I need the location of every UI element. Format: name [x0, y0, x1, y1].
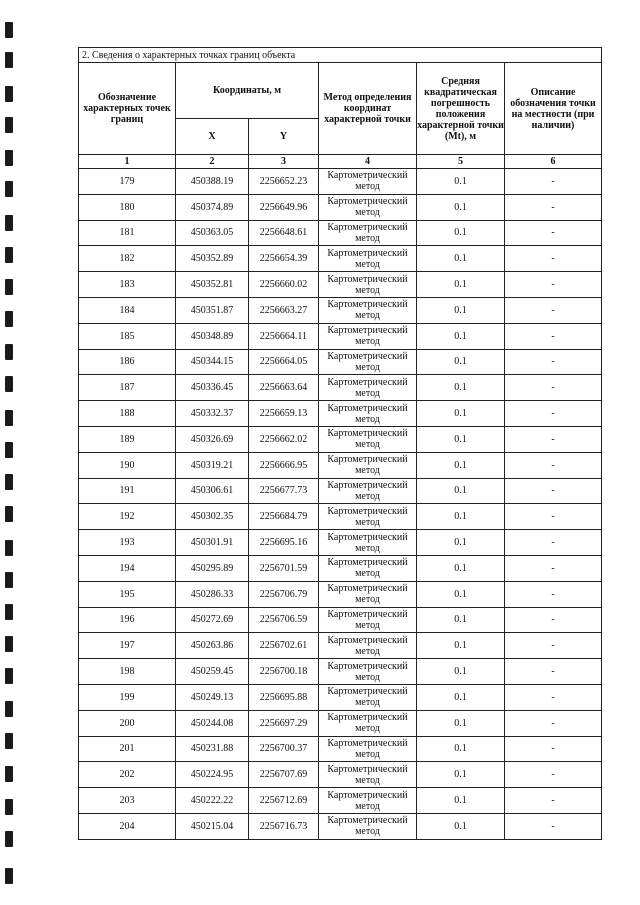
y-coordinate-cell: 2256652.23	[249, 169, 319, 195]
error-cell: 0.1	[417, 530, 505, 556]
error-cell: 0.1	[417, 607, 505, 633]
x-coordinate-cell: 450332.37	[176, 401, 249, 427]
point-id-cell: 195	[79, 581, 176, 607]
binding-hole	[5, 540, 13, 556]
error-cell: 0.1	[417, 220, 505, 246]
column-number: 3	[249, 155, 319, 169]
method-cell: Картометрический метод	[319, 736, 417, 762]
table-row	[79, 684, 602, 710]
error-cell: 0.1	[417, 581, 505, 607]
method-cell: Картометрический метод	[319, 194, 417, 220]
header-error: Средняя квадратическая погрешность положения характерной точки (Mt), м	[417, 63, 505, 155]
error-cell: 0.1	[417, 426, 505, 452]
binding-holes	[0, 0, 20, 905]
error-cell: 0.1	[417, 710, 505, 736]
binding-hole	[5, 799, 13, 815]
point-id-cell: 199	[79, 684, 176, 710]
description-cell: -	[505, 710, 602, 736]
x-coordinate-cell: 450348.89	[176, 323, 249, 349]
error-cell: 0.1	[417, 478, 505, 504]
column-number: 1	[79, 155, 176, 169]
binding-hole	[5, 636, 13, 652]
description-cell: -	[505, 349, 602, 375]
x-coordinate-cell: 450388.19	[176, 169, 249, 195]
x-coordinate-cell: 450295.89	[176, 555, 249, 581]
x-coordinate-cell: 450259.45	[176, 659, 249, 685]
description-cell: -	[505, 762, 602, 788]
method-cell: Картометрический метод	[319, 297, 417, 323]
description-cell: -	[505, 504, 602, 530]
description-cell: -	[505, 813, 602, 839]
table-row	[79, 555, 602, 581]
description-cell: -	[505, 607, 602, 633]
point-id-cell: 204	[79, 813, 176, 839]
column-numbers-row	[79, 155, 602, 169]
y-coordinate-cell: 2256700.18	[249, 659, 319, 685]
y-coordinate-cell: 2256706.79	[249, 581, 319, 607]
boundary-points-table	[78, 47, 602, 840]
method-cell: Картометрический метод	[319, 478, 417, 504]
method-cell: Картометрический метод	[319, 813, 417, 839]
point-id-cell: 189	[79, 426, 176, 452]
table-row	[79, 401, 602, 427]
binding-hole	[5, 733, 13, 749]
table-row	[79, 349, 602, 375]
x-coordinate-cell: 450344.15	[176, 349, 249, 375]
y-coordinate-cell: 2256660.02	[249, 272, 319, 298]
x-coordinate-cell: 450244.08	[176, 710, 249, 736]
table-row	[79, 478, 602, 504]
binding-hole	[5, 117, 13, 133]
table-row	[79, 736, 602, 762]
error-cell: 0.1	[417, 684, 505, 710]
error-cell: 0.1	[417, 633, 505, 659]
method-cell: Картометрический метод	[319, 349, 417, 375]
point-id-cell: 203	[79, 788, 176, 814]
error-cell: 0.1	[417, 323, 505, 349]
point-id-cell: 193	[79, 530, 176, 556]
header-y: Y	[249, 119, 319, 155]
point-id-cell: 181	[79, 220, 176, 246]
binding-hole	[5, 410, 13, 426]
y-coordinate-cell: 2256700.37	[249, 736, 319, 762]
method-cell: Картометрический метод	[319, 581, 417, 607]
binding-hole	[5, 831, 13, 847]
method-cell: Картометрический метод	[319, 710, 417, 736]
table-row	[79, 581, 602, 607]
x-coordinate-cell: 450326.69	[176, 426, 249, 452]
point-id-cell: 194	[79, 555, 176, 581]
x-coordinate-cell: 450319.21	[176, 452, 249, 478]
point-id-cell: 191	[79, 478, 176, 504]
table-row	[79, 710, 602, 736]
y-coordinate-cell: 2256654.39	[249, 246, 319, 272]
header-method: Метод определения координат характерной точки	[319, 63, 417, 155]
description-cell: -	[505, 375, 602, 401]
description-cell: -	[505, 555, 602, 581]
error-cell: 0.1	[417, 297, 505, 323]
error-cell: 0.1	[417, 659, 505, 685]
table-row	[79, 220, 602, 246]
x-coordinate-cell: 450272.69	[176, 607, 249, 633]
column-number: 2	[176, 155, 249, 169]
x-coordinate-cell: 450222.22	[176, 788, 249, 814]
error-cell: 0.1	[417, 762, 505, 788]
x-coordinate-cell: 450336.45	[176, 375, 249, 401]
point-id-cell: 200	[79, 710, 176, 736]
binding-hole	[5, 766, 13, 782]
error-cell: 0.1	[417, 272, 505, 298]
y-coordinate-cell: 2256663.64	[249, 375, 319, 401]
point-id-cell: 184	[79, 297, 176, 323]
method-cell: Картометрический метод	[319, 504, 417, 530]
y-coordinate-cell: 2256707.69	[249, 762, 319, 788]
point-id-cell: 190	[79, 452, 176, 478]
point-id-cell: 183	[79, 272, 176, 298]
x-coordinate-cell: 450363.05	[176, 220, 249, 246]
binding-hole	[5, 506, 13, 522]
y-coordinate-cell: 2256663.27	[249, 297, 319, 323]
table-row	[79, 169, 602, 195]
point-id-cell: 202	[79, 762, 176, 788]
error-cell: 0.1	[417, 375, 505, 401]
method-cell: Картометрический метод	[319, 607, 417, 633]
column-number: 4	[319, 155, 417, 169]
binding-hole	[5, 52, 13, 68]
point-id-cell: 182	[79, 246, 176, 272]
x-coordinate-cell: 450249.13	[176, 684, 249, 710]
table-row	[79, 246, 602, 272]
x-coordinate-cell: 450231.88	[176, 736, 249, 762]
error-cell: 0.1	[417, 788, 505, 814]
error-cell: 0.1	[417, 452, 505, 478]
point-id-cell: 192	[79, 504, 176, 530]
column-number: 6	[505, 155, 602, 169]
method-cell: Картометрический метод	[319, 375, 417, 401]
binding-hole	[5, 150, 13, 166]
x-coordinate-cell: 450352.89	[176, 246, 249, 272]
x-coordinate-cell: 450352.81	[176, 272, 249, 298]
y-coordinate-cell: 2256695.88	[249, 684, 319, 710]
table-row	[79, 504, 602, 530]
error-cell: 0.1	[417, 246, 505, 272]
y-coordinate-cell: 2256664.05	[249, 349, 319, 375]
method-cell: Картометрический метод	[319, 272, 417, 298]
table-row	[79, 530, 602, 556]
y-coordinate-cell: 2256712.69	[249, 788, 319, 814]
point-id-cell: 186	[79, 349, 176, 375]
table-caption: 2. Сведения о характерных точках границ объекта	[79, 48, 602, 63]
description-cell: -	[505, 633, 602, 659]
x-coordinate-cell: 450224.95	[176, 762, 249, 788]
error-cell: 0.1	[417, 194, 505, 220]
method-cell: Картометрический метод	[319, 530, 417, 556]
y-coordinate-cell: 2256701.59	[249, 555, 319, 581]
error-cell: 0.1	[417, 349, 505, 375]
binding-hole	[5, 701, 13, 717]
binding-hole	[5, 668, 13, 684]
binding-hole	[5, 604, 13, 620]
table-row	[79, 607, 602, 633]
point-id-cell: 185	[79, 323, 176, 349]
table-row	[79, 375, 602, 401]
method-cell: Картометрический метод	[319, 426, 417, 452]
binding-hole	[5, 572, 13, 588]
x-coordinate-cell: 450306.61	[176, 478, 249, 504]
description-cell: -	[505, 659, 602, 685]
description-cell: -	[505, 788, 602, 814]
point-id-cell: 198	[79, 659, 176, 685]
x-coordinate-cell: 450263.86	[176, 633, 249, 659]
y-coordinate-cell: 2256684.79	[249, 504, 319, 530]
method-cell: Картометрический метод	[319, 684, 417, 710]
y-coordinate-cell: 2256666.95	[249, 452, 319, 478]
description-cell: -	[505, 478, 602, 504]
x-coordinate-cell: 450351.87	[176, 297, 249, 323]
point-id-cell: 196	[79, 607, 176, 633]
table-row	[79, 272, 602, 298]
header-coordinates: Координаты, м	[176, 63, 319, 119]
point-id-cell: 201	[79, 736, 176, 762]
method-cell: Картометрический метод	[319, 452, 417, 478]
table-row	[79, 297, 602, 323]
method-cell: Картометрический метод	[319, 659, 417, 685]
description-cell: -	[505, 272, 602, 298]
binding-hole	[5, 344, 13, 360]
y-coordinate-cell: 2256697.29	[249, 710, 319, 736]
binding-hole	[5, 868, 13, 884]
binding-hole	[5, 22, 13, 38]
point-id-cell: 197	[79, 633, 176, 659]
description-cell: -	[505, 194, 602, 220]
x-coordinate-cell: 450374.89	[176, 194, 249, 220]
x-coordinate-cell: 450286.33	[176, 581, 249, 607]
table-row	[79, 194, 602, 220]
binding-hole	[5, 376, 13, 392]
description-cell: -	[505, 246, 602, 272]
description-cell: -	[505, 530, 602, 556]
description-cell: -	[505, 323, 602, 349]
header-point-designation: Обозначение характерных точек границ	[79, 63, 176, 155]
description-cell: -	[505, 581, 602, 607]
binding-hole	[5, 442, 13, 458]
y-coordinate-cell: 2256659.13	[249, 401, 319, 427]
method-cell: Картометрический метод	[319, 762, 417, 788]
y-coordinate-cell: 2256706.59	[249, 607, 319, 633]
binding-hole	[5, 474, 13, 490]
description-cell: -	[505, 169, 602, 195]
table-row	[79, 788, 602, 814]
y-coordinate-cell: 2256648.61	[249, 220, 319, 246]
table-row	[79, 762, 602, 788]
x-coordinate-cell: 450215.04	[176, 813, 249, 839]
error-cell: 0.1	[417, 401, 505, 427]
table-row	[79, 659, 602, 685]
description-cell: -	[505, 426, 602, 452]
method-cell: Картометрический метод	[319, 633, 417, 659]
method-cell: Картометрический метод	[319, 788, 417, 814]
binding-hole	[5, 247, 13, 263]
method-cell: Картометрический метод	[319, 246, 417, 272]
header-description: Описание обозначения точки на местности (при наличии)	[505, 63, 602, 155]
description-cell: -	[505, 297, 602, 323]
method-cell: Картометрический метод	[319, 323, 417, 349]
error-cell: 0.1	[417, 555, 505, 581]
y-coordinate-cell: 2256649.96	[249, 194, 319, 220]
table-row	[79, 426, 602, 452]
y-coordinate-cell: 2256702.61	[249, 633, 319, 659]
point-id-cell: 180	[79, 194, 176, 220]
binding-hole	[5, 215, 13, 231]
error-cell: 0.1	[417, 813, 505, 839]
description-cell: -	[505, 736, 602, 762]
table-row	[79, 452, 602, 478]
binding-hole	[5, 181, 13, 197]
y-coordinate-cell: 2256664.11	[249, 323, 319, 349]
y-coordinate-cell: 2256662.02	[249, 426, 319, 452]
error-cell: 0.1	[417, 169, 505, 195]
method-cell: Картометрический метод	[319, 555, 417, 581]
error-cell: 0.1	[417, 736, 505, 762]
y-coordinate-cell: 2256716.73	[249, 813, 319, 839]
description-cell: -	[505, 684, 602, 710]
table-row	[79, 813, 602, 839]
binding-hole	[5, 311, 13, 327]
x-coordinate-cell: 450301.91	[176, 530, 249, 556]
header-x: X	[176, 119, 249, 155]
point-id-cell: 187	[79, 375, 176, 401]
method-cell: Картометрический метод	[319, 220, 417, 246]
error-cell: 0.1	[417, 504, 505, 530]
column-number: 5	[417, 155, 505, 169]
y-coordinate-cell: 2256695.16	[249, 530, 319, 556]
method-cell: Картометрический метод	[319, 401, 417, 427]
point-id-cell: 188	[79, 401, 176, 427]
table-row	[79, 633, 602, 659]
description-cell: -	[505, 220, 602, 246]
table-row	[79, 323, 602, 349]
point-id-cell: 179	[79, 169, 176, 195]
description-cell: -	[505, 401, 602, 427]
binding-hole	[5, 279, 13, 295]
binding-hole	[5, 86, 13, 102]
method-cell: Картометрический метод	[319, 169, 417, 195]
y-coordinate-cell: 2256677.73	[249, 478, 319, 504]
x-coordinate-cell: 450302.35	[176, 504, 249, 530]
description-cell: -	[505, 452, 602, 478]
